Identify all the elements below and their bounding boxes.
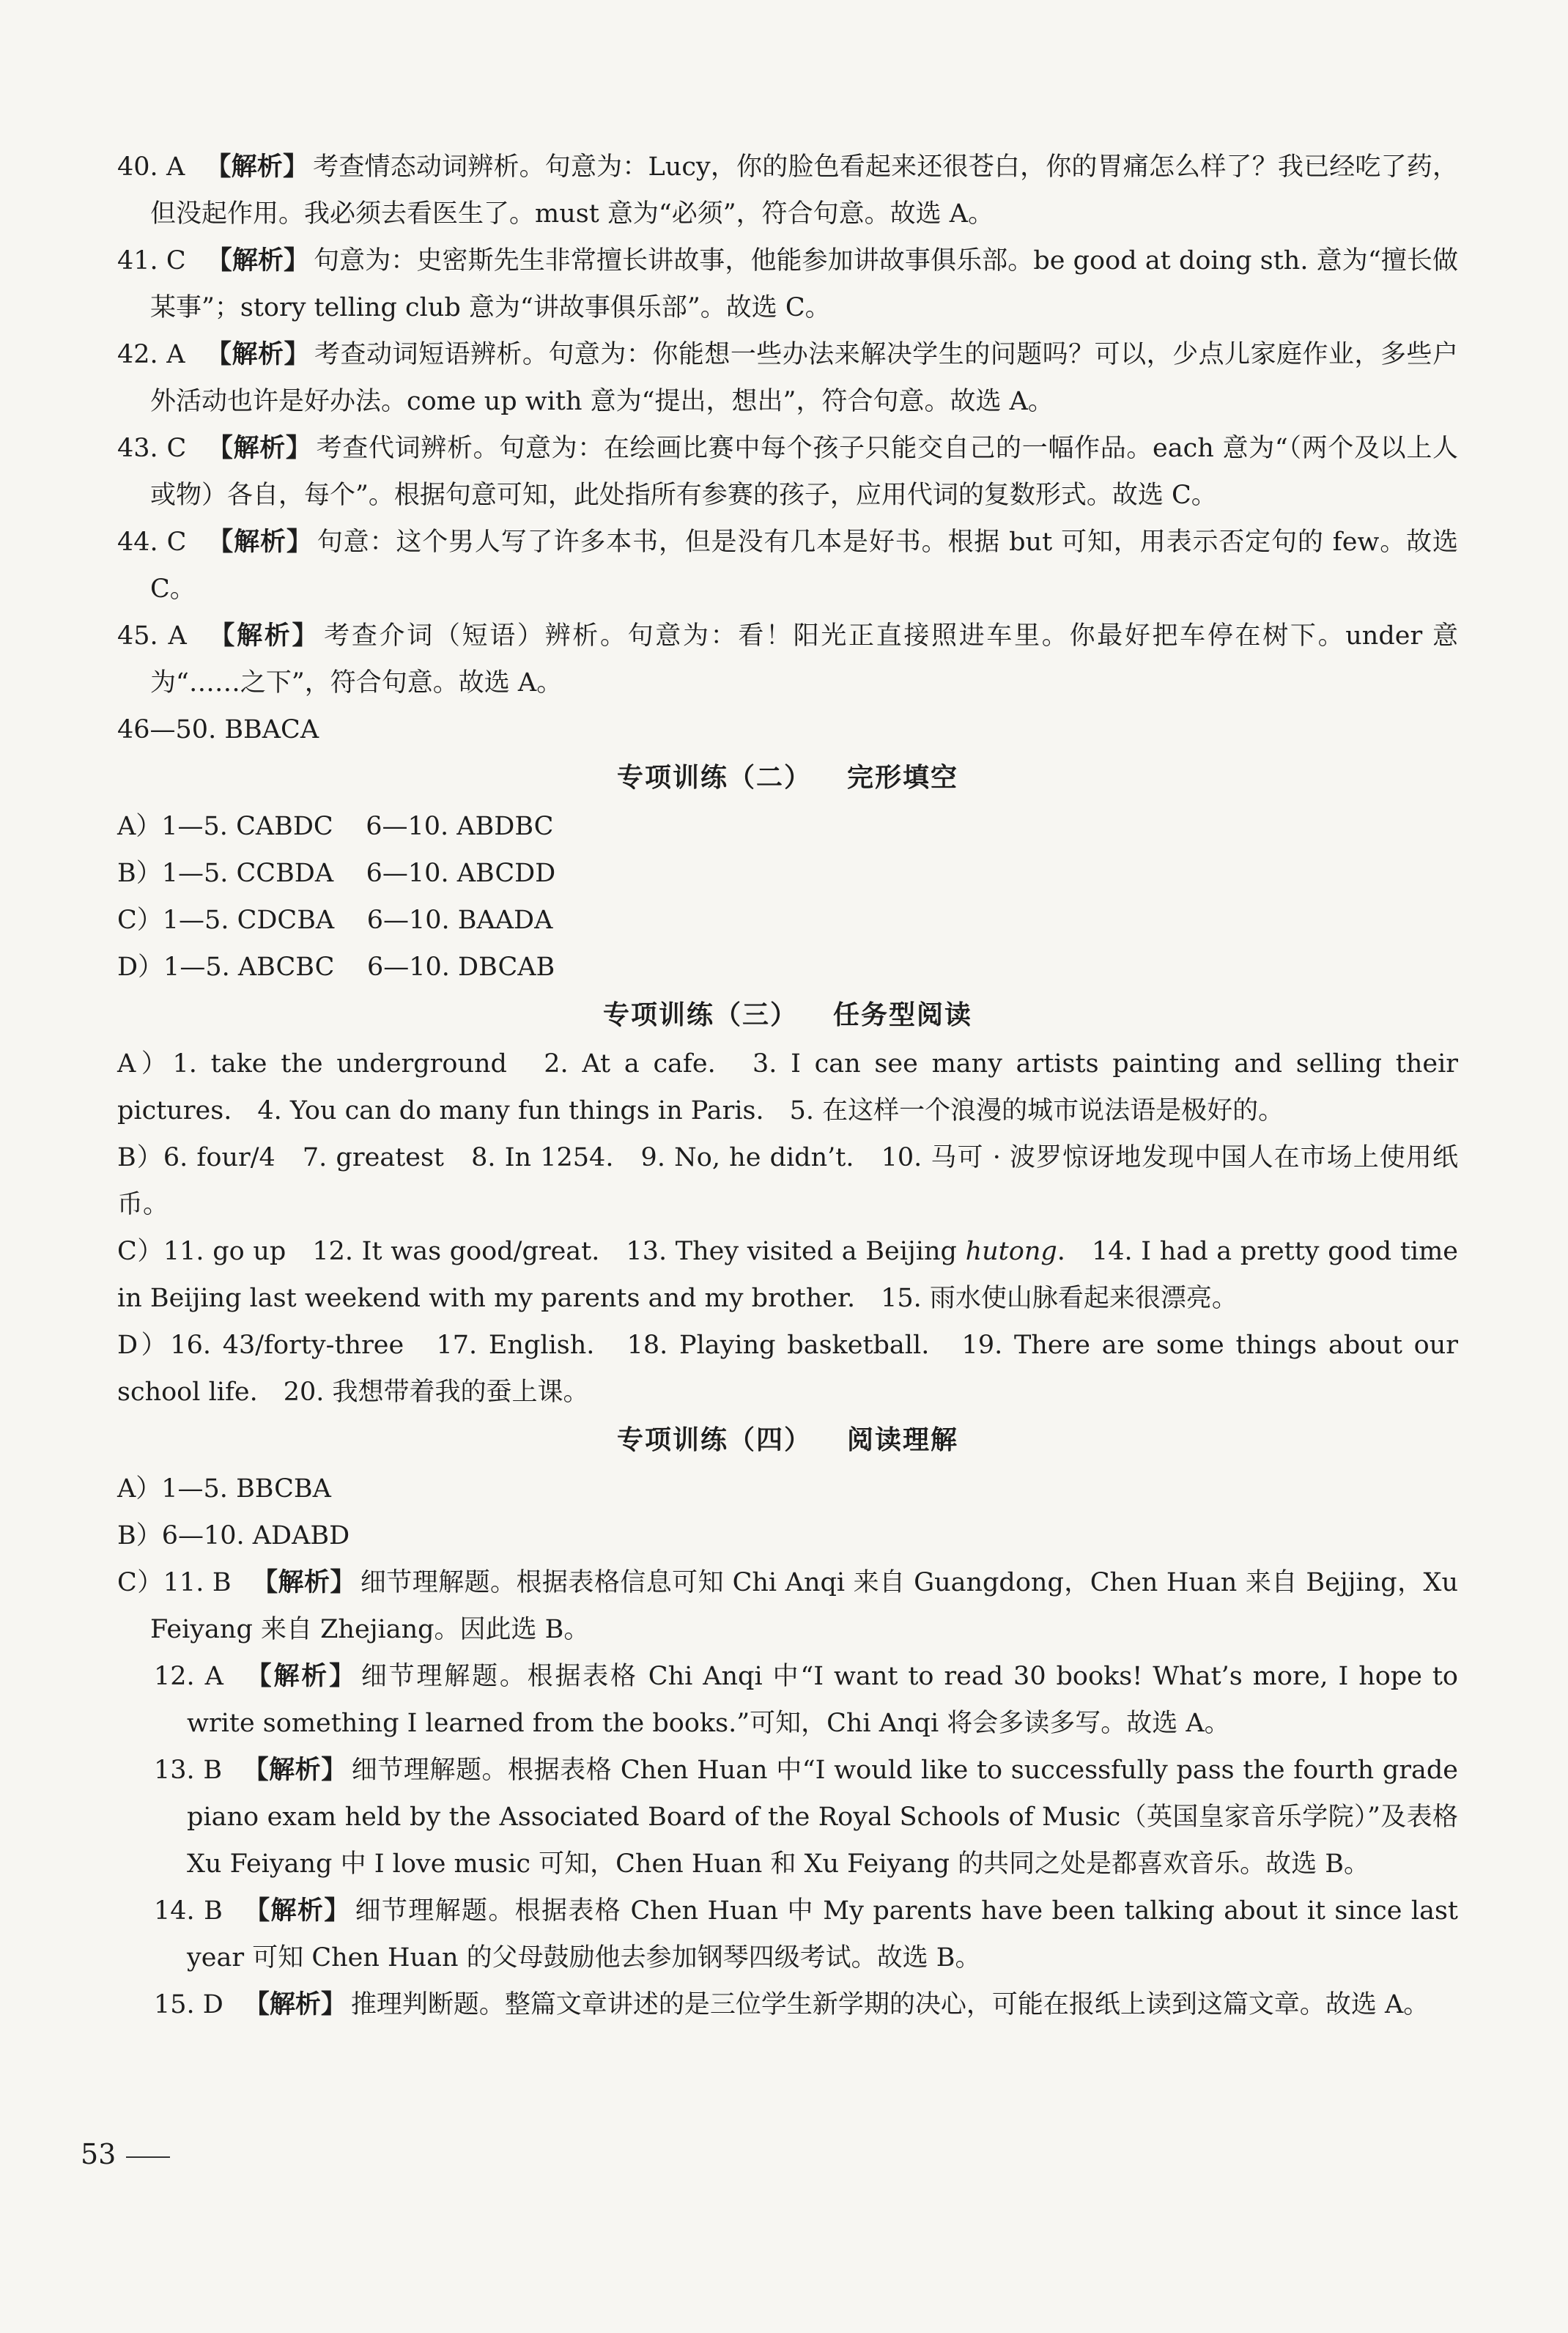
cloze-row-a: A）1—5. CABDC 6—10. ABDBC [117,812,554,841]
answer-41: 41. C 【解析】 句意为：史密斯先生非常擅长讲故事，他能参加讲故事俱乐部。be good at doing sth. 意为“擅长做某事”；story telling club 意为“讲故事俱乐部”。故选 C。 [117,246,1458,322]
answer-40: 40. A 【解析】 考查情态动词辨析。句意为：Lucy，你的脸色看起来还很苍白，你的胃痛怎么样了？我已经吃了药，但没起作用。我必须去看医生了。must 意为“必须”，符合句意。故选 A。 [117,152,1458,229]
reading-b: B）6—10. ADABD [117,1521,350,1550]
task-reading-c: C）11. go up 12. It was good/great. 13. They visited a Beijing hutong. 14. I had a pretty good time in Beijing last weekend with my parents and my brother. 15. 雨水使山脉看起来很漂亮。 [117,1237,1458,1313]
page-number-dash [126,2156,170,2158]
cloze-row-b: B）1—5. CCBDA 6—10. ABCDD [117,859,556,888]
task-reading-d: D）16. 43/forty-three 17. English. 18. Playing basketball. 19. There are some things about our school life. 20. 我想带着我的蚕上课。 [117,1331,1458,1407]
cloze-row-d: D）1—5. ABCBC 6—10. DBCAB [117,953,555,982]
answer-page [117,144,1458,2028]
reading-c-12: 12. A 【解析】 细节理解题。根据表格 Chi Anqi 中“I want to read 30 books! What’s more, I hope to write something I learned from the books.”可知，Chi Anqi 将会多读多写。故选 A。 [154,1662,1458,1738]
answer-42: 42. A 【解析】 考查动词短语辨析。句意为：你能想一些办法来解决学生的问题吗？可以，少点儿家庭作业，多些户外活动也许是好办法。come up with 意为“提出，想出”，符合句意。故选 A。 [117,340,1458,416]
cloze-row-c: C）1—5. CDCBA 6—10. BAADA [117,906,553,935]
answer-43: 43. C 【解析】 考查代词辨析。句意为：在绘画比赛中每个孩子只能交自己的一幅作品。each 意为“（两个及以上人或物）各自，每个”。根据句意可知，此处指所有参赛的孩子，应用代词的复数形式。故选 C。 [117,434,1458,510]
reading-c-11: C）11. B 【解析】 细节理解题。根据表格信息可知 Chi Anqi 来自 Guangdong，Chen Huan 来自 Bejjing，Xu Feiyang 来自 Zhejiang。因此选 B。 [117,1568,1458,1644]
reading-a: A）1—5. BBCBA [117,1474,331,1504]
answer-46-50: 46—50. BBACA [117,715,319,744]
answer-45: 45. A 【解析】 考查介词（短语）辨析。句意为：看！阳光正直接照进车里。你最好把车停在树下。under 意为“……之下”，符合句意。故选 A。 [117,621,1458,698]
section-title-reading-comprehension: 专项训练（四） 阅读理解 [616,1425,959,1455]
task-reading-a: A）1. take the underground 2. At a cafe. 3. I can see many artists painting and selling their pictures. 4. You can do many fun things in Paris. 5. 在这样一个浪漫的城市说法语是极好的。 [117,1049,1458,1125]
reading-c-13: 13. B 【解析】 细节理解题。根据表格 Chen Huan 中“I would like to successfully pass the fourth grade piano exam held by the Associated Board of the Royal Schools of Music（英国皇家音乐学院）”及表格 Xu Feiyang 中 I love music 可知，Chen Huan 和 Xu Feiyang 的共同之处是都喜欢音乐。故选 B。 [154,1756,1458,1879]
reading-c-15: 15. D 【解析】 推理判断题。整篇文章讲述的是三位学生新学期的决心，可能在报纸上读到这篇文章。故选 A。 [154,1990,1430,2019]
task-reading-b: B）6. four/4 7. greatest 8. In 1254. 9. No, he didn’t. 10. 马可 · 波罗惊讶地发现中国人在市场上使用纸币。 [117,1143,1458,1219]
page-number: 53 [81,2138,170,2170]
reading-c-14: 14. B 【解析】 细节理解题。根据表格 Chen Huan 中 My parents have been talking about it since last year 可知 Chen Huan 的父母鼓励他去参加钢琴四级考试。故选 B。 [154,1896,1458,1972]
section-title-cloze: 专项训练（二） 完形填空 [616,763,959,793]
answer-44: 44. C 【解析】 句意：这个男人写了许多本书，但是没有几本是好书。根据 but 可知，用表示否定句的 few。故选 C。 [117,528,1458,604]
section-title-task-reading: 专项训练（三） 任务型阅读 [602,1000,973,1030]
